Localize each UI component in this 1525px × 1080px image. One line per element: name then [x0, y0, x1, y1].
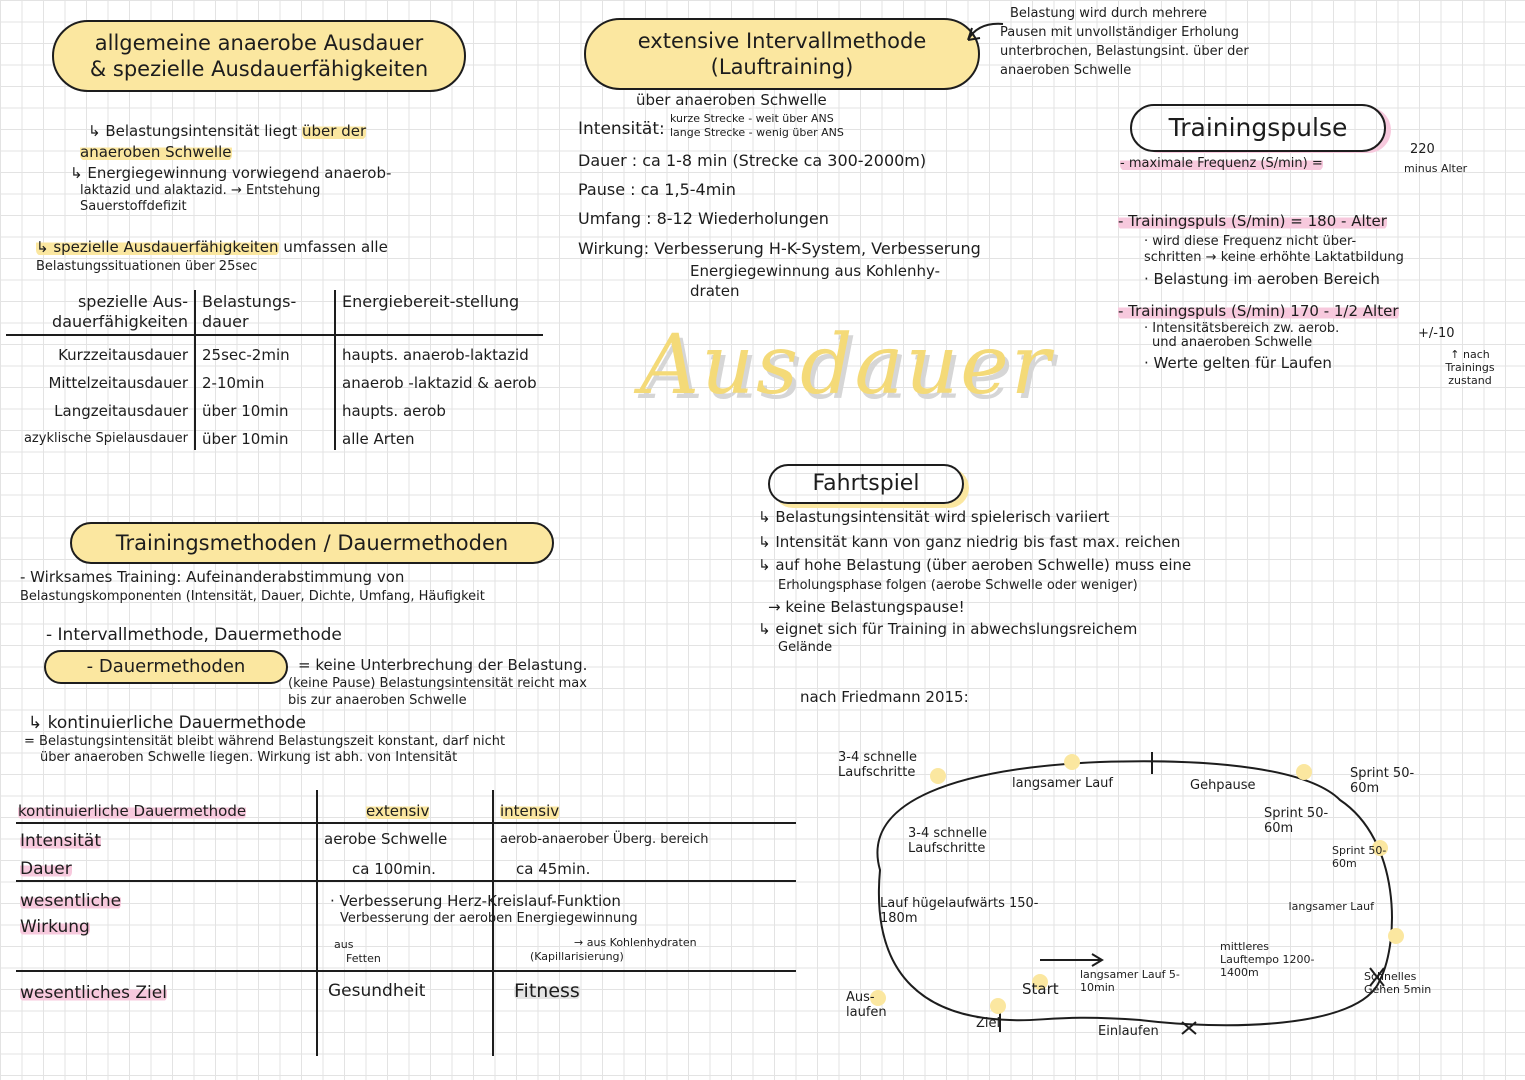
label-mittleres: mittleres Lauftempo 1200-1400m: [1220, 940, 1315, 979]
table-cell: ca 100min.: [352, 860, 436, 878]
interval-note-3: unterbrochen, Belastungsint. über der: [1000, 44, 1249, 59]
direction-arrow: [1040, 954, 1102, 966]
course-dot: [990, 998, 1006, 1014]
table-cell: haupts. aerob: [342, 402, 446, 420]
anaerob-title-pill: [52, 20, 466, 92]
table-cell: → aus Kohlenhydraten: [574, 936, 697, 949]
table-cell: azyklische Spielausdauer: [6, 422, 195, 450]
table-cell: aerobe Schwelle: [324, 830, 448, 848]
table-cell: Fetten: [346, 952, 381, 965]
interval-title-line2: (Lauftraining): [710, 55, 854, 79]
table-cell: aerob-anaerober Überg. bereich: [500, 832, 709, 847]
cont-title: ↳ kontinuierliche Dauermethode: [28, 713, 307, 733]
label-langsamer-lauf: langsamer Lauf: [1012, 776, 1113, 791]
table-cell: (Kapillarisierung): [530, 950, 624, 963]
table-cell: Kurzzeitausdauer: [6, 335, 195, 366]
interval-intensity-label: Intensität:: [578, 119, 665, 139]
table-cell: Dauer: [20, 859, 72, 879]
table-cell: über 10min: [195, 422, 335, 450]
table-divider: [16, 880, 796, 882]
pulse-p2-a: · Intensitätsbereich zw. aerob.: [1144, 321, 1340, 336]
interval-intensity-b: lange Strecke - wenig über ANS: [670, 126, 844, 139]
table-cell: Verbesserung der aeroben Energiegewinnung: [340, 911, 638, 926]
pulse-p2-note: ↑ nach Trainings zustand: [1445, 348, 1495, 387]
interval-title-line1: extensive Intervallmethode: [637, 29, 927, 53]
label-auslaufen: Aus-laufen: [846, 990, 887, 1020]
table-cell: ca 45min.: [516, 860, 591, 878]
fahrtspiel-l7: Gelände: [778, 640, 833, 655]
table-cell: Wirkung: [20, 917, 90, 937]
table-row: [6, 366, 543, 394]
table-divider: [16, 822, 796, 824]
table-cell: über 10min: [195, 394, 335, 422]
dauermethoden-pill: - Dauermethoden: [44, 650, 288, 684]
table-header-row: [6, 290, 543, 335]
table-cell: aus: [334, 938, 354, 951]
label-schnelle-1: 3-4 schnelle Laufschritte: [838, 750, 917, 780]
table-cell: Gesundheit: [328, 981, 426, 1001]
label-einlaufen: Einlaufen: [1098, 1024, 1159, 1039]
interval-intensity-a: kurze Strecke - weit über ANS: [670, 112, 834, 125]
table-header: kontinuierliche Dauermethode: [18, 802, 247, 820]
table-cell: Langzeitausdauer: [6, 394, 195, 422]
table-header: Belastungs-dauer: [195, 290, 335, 335]
anaerob-bullet2-c: Sauerstoffdefizit: [80, 199, 187, 214]
cont-a: = Belastungsintensität bleibt während Belastungszeit konstant, darf nicht: [24, 734, 506, 749]
interval-title-pill: [584, 18, 980, 90]
pulse-title-pill: Trainingspulse: [1130, 104, 1386, 152]
fahrtspiel-l1: ↳ Belastungsintensität wird spielerisch variiert: [758, 508, 1110, 526]
pulse-p1-a: · wird diese Frequenz nicht über-: [1144, 234, 1357, 249]
interval-effect-a: Wirkung: Verbesserung H-K-System, Verbesserung: [578, 239, 981, 258]
methods-line3: - Intervallmethode, Dauermethode: [46, 625, 342, 645]
table-cell: Intensität: [20, 831, 102, 851]
fahrtspiel-title-pill: Fahrtspiel: [768, 464, 964, 504]
label-ziel: Ziel: [976, 1016, 1001, 1031]
fahrtspiel-l2: ↳ Intensität kann von ganz niedrig bis fast max. reichen: [758, 533, 1181, 551]
table-cell: haupts. anaerob-laktazid: [342, 346, 529, 364]
methods-line1: - Wirksames Training: Aufeinanderabstimmung von: [20, 568, 405, 586]
interval-duration: Dauer : ca 1-8 min (Strecke ca 300-2000m): [578, 151, 927, 170]
label-schnelle-2: 3-4 schnelle Laufschritte: [908, 826, 987, 856]
table-header: intensiv: [500, 802, 560, 820]
table-cell: wesentliche: [20, 891, 122, 911]
course-dot: [1296, 764, 1312, 780]
anaerob-bullet2-b: laktazid und alaktazid. → Entstehung: [80, 183, 321, 198]
pulse-max: - maximale Frequenz (S/min) =: [1120, 156, 1323, 171]
anaerob-bullet3: ↳ spezielle Ausdauerfähigkeiten umfassen alle: [36, 238, 388, 256]
pulse-max-220: 220: [1410, 142, 1435, 157]
table-header: Energiebereit-stellung: [335, 290, 543, 335]
methods-title-pill: Trainingsmethoden / Dauermethoden: [70, 522, 554, 564]
course-dot: [1064, 754, 1080, 770]
anaerob-bullet2: ↳ Energiegewinnung vorwiegend anaerob-: [70, 164, 392, 182]
table-cell: Fitness: [514, 980, 580, 1002]
cont-b: über anaeroben Schwelle liegen. Wirkung ist abh. von Intensität: [40, 750, 458, 765]
fahrtspiel-l4: Erholungsphase folgen (aerobe Schwelle oder weniger): [778, 578, 1138, 593]
table-header: spezielle Aus-dauerfähigkeiten: [6, 290, 195, 335]
pulse-p2: - Trainingspuls (S/min) 170 - 1/2 Alter: [1118, 302, 1399, 320]
interval-subtitle: über anaeroben Schwelle: [636, 91, 827, 109]
label-gehpause: Gehpause: [1190, 778, 1256, 793]
anaerob-bullet1-cont: anaeroben Schwelle: [80, 143, 232, 161]
course-dot: [1388, 928, 1404, 944]
pulse-p1-b: schritten → keine erhöhte Laktatbildung: [1144, 250, 1404, 265]
table-cell: wesentliches Ziel: [20, 983, 167, 1003]
table-cell: alle Arten: [342, 430, 415, 448]
label-gehen: Schnelles Gehen 5min: [1364, 970, 1432, 996]
anaerob-bullet3-c: Belastungssituationen über 25sec: [36, 259, 258, 274]
table-cell: · Verbesserung Herz-Kreislauf-Funktion: [330, 892, 621, 910]
table-cell: 25sec-2min: [195, 335, 335, 366]
table-row: [6, 335, 543, 366]
anaerob-bullet1: ↳ Belastungsintensität liegt über der: [88, 122, 367, 140]
interval-volume: Umfang : 8-12 Wiederholungen: [578, 209, 829, 228]
table-divider: [316, 790, 318, 1056]
pulse-p1: - Trainingspuls (S/min) = 180 - Alter: [1118, 212, 1387, 230]
pulse-p1-c: · Belastung im aeroben Bereich: [1144, 270, 1380, 288]
pulse-p2-b: und anaeroben Schwelle: [1152, 335, 1313, 350]
label-sprint-2: Sprint 50-60m: [1264, 806, 1329, 836]
table-header: extensiv: [366, 802, 430, 820]
pulse-max-minus: minus Alter: [1404, 162, 1468, 175]
table-row: [6, 394, 543, 422]
label-langsamer-lauf-2: langsamer Lauf: [1288, 900, 1374, 913]
label-sprint-1: Sprint 50-60m: [1350, 766, 1415, 796]
table-cell: anaerob -laktazid & aerob: [342, 374, 537, 392]
fahrtspiel-l6: ↳ eignet sich für Training in abwechslungsreichem: [758, 620, 1138, 638]
dauermethode-table: [16, 790, 796, 1060]
fahrtspiel-source: nach Friedmann 2015:: [800, 688, 969, 706]
dauer-c: bis zur anaeroben Schwelle: [288, 693, 467, 708]
label-einlauf-time: langsamer Lauf 5-10min: [1080, 968, 1180, 994]
anaerob-title-line1: allgemeine anaerobe Ausdauer: [94, 31, 424, 55]
ausdauer-table: [6, 290, 543, 450]
pulse-p2-c: · Werte gelten für Laufen: [1144, 354, 1332, 372]
fahrtspiel-l3: ↳ auf hohe Belastung (über aeroben Schwelle) muss eine: [758, 556, 1192, 574]
interval-effect-b: Energiegewinnung aus Kohlenhy-: [690, 262, 941, 280]
label-start: Start: [1022, 980, 1059, 998]
interval-note-4: anaeroben Schwelle: [1000, 63, 1132, 78]
interval-effect-c: draten: [690, 282, 740, 300]
main-title: Ausdauer: [640, 318, 1053, 413]
dauer-b: (keine Pause) Belastungsintensität reicht max: [288, 676, 587, 691]
table-cell: Mittelzeitausdauer: [6, 366, 195, 394]
fahrtspiel-l5: → keine Belastungspause!: [768, 598, 965, 616]
dauer-a: = keine Unterbrechung der Belastung.: [298, 656, 588, 674]
table-row: [6, 422, 543, 450]
label-huegel: Lauf hügelaufwärts 150-180m: [880, 896, 1039, 926]
interval-note-2: Pausen mit unvollständiger Erholung: [1000, 25, 1239, 40]
label-sprint-3: Sprint 50-60m: [1332, 844, 1387, 870]
interval-pause: Pause : ca 1,5-4min: [578, 180, 736, 199]
table-divider: [16, 970, 796, 972]
table-cell: 2-10min: [195, 366, 335, 394]
pulse-p2-pm: +/-10: [1418, 326, 1455, 341]
methods-line2: Belastungskomponenten (Intensität, Dauer, Dichte, Umfang, Häufigkeit: [20, 589, 485, 604]
anaerob-title-line2: & spezielle Ausdauerfähigkeiten: [89, 57, 429, 81]
interval-note-1: Belastung wird durch mehrere: [1010, 6, 1208, 21]
